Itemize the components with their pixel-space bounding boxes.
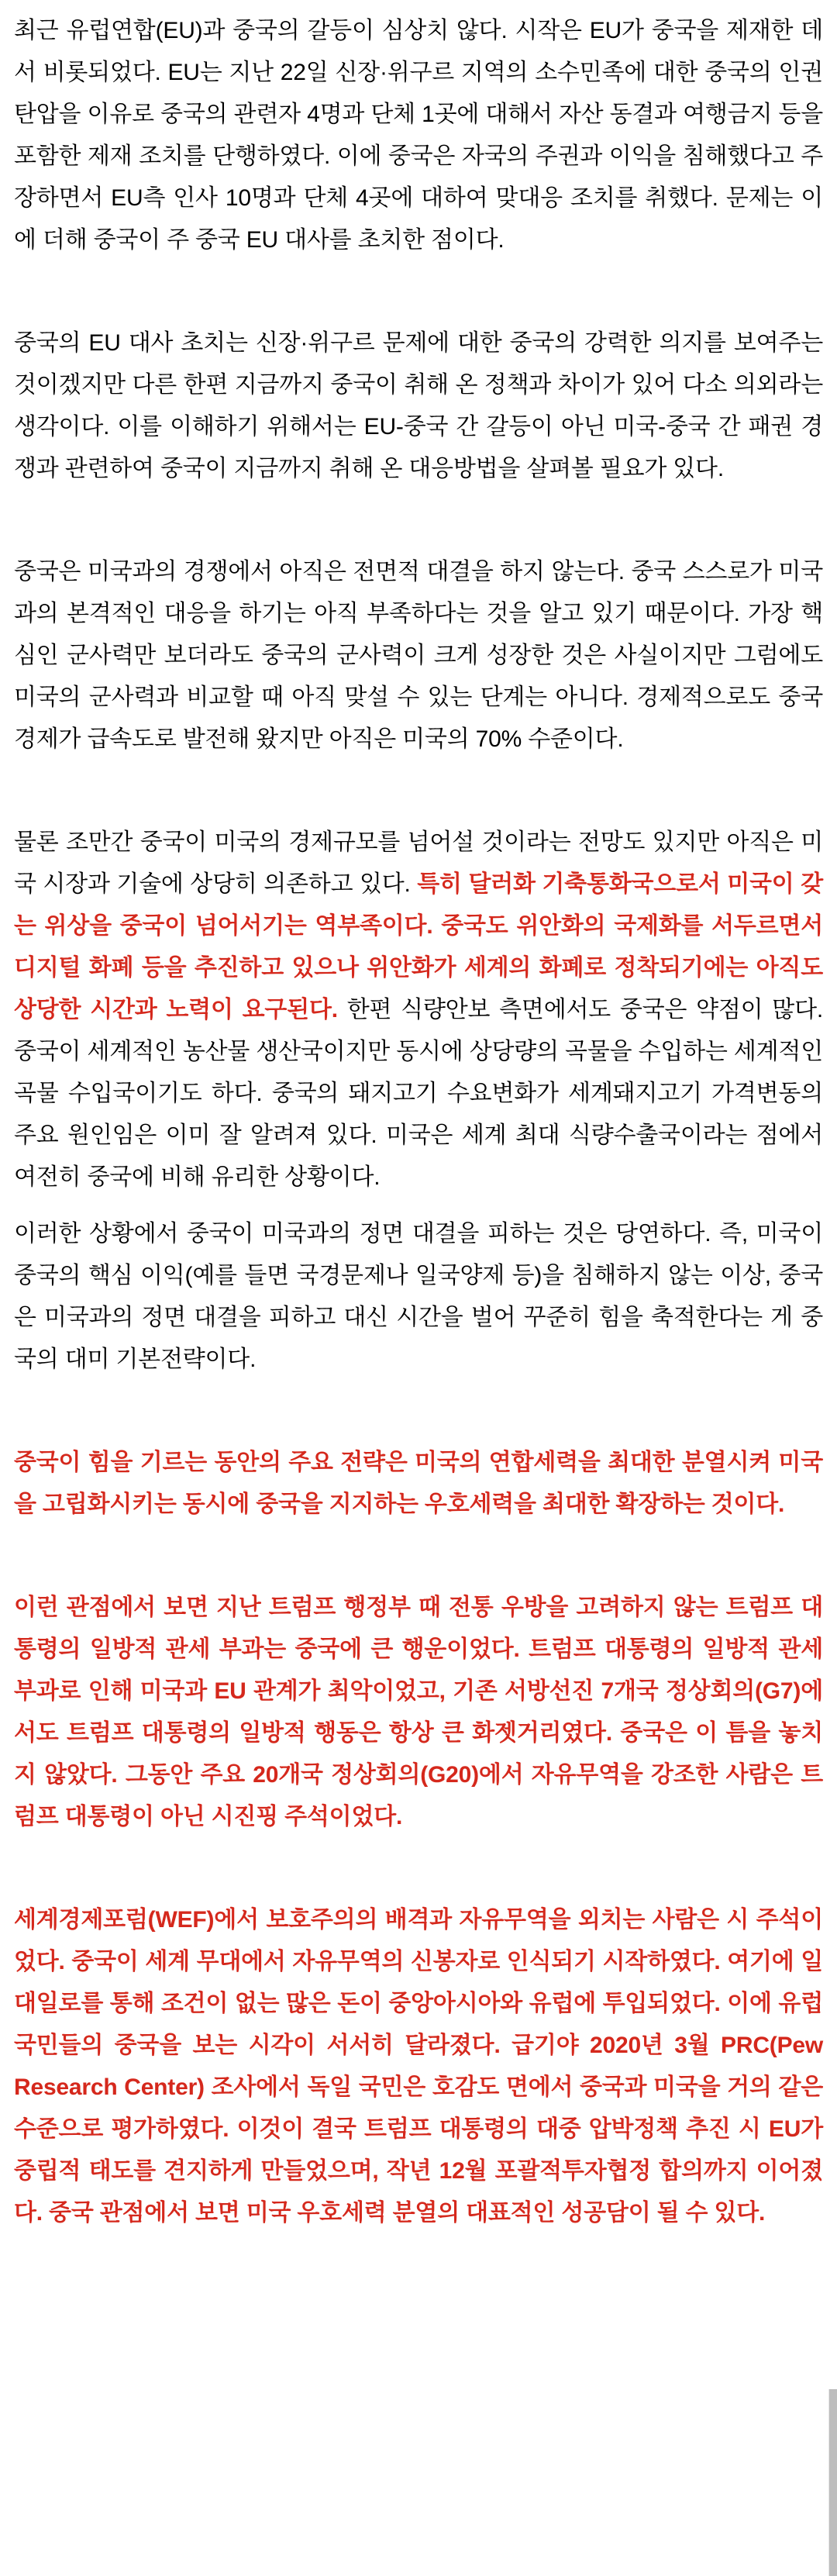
body-text: 물론 조만간 중국이 미국의 경제규모를 넘어설 것이라는 전망도 있지만 아직은 미국 시장과 기술에 상당히 의존하고 있다.: [14, 829, 823, 897]
emphasis-text-red: 특히 달러화 기축통화국으로서 미국이 갖는 위상을 중국이 넘어서기는 역부족이다. 중국도 위안화의 국제화를 서두르면서 디지털 화폐 등을 추진하고 있으나 위안화가 세계의 화폐로 정착되기에는 아직도 상당한 시간과 노력이 요구된다.: [14, 871, 823, 1022]
paragraph: [14, 1442, 823, 1526]
paragraph: [14, 322, 823, 490]
paragraph: [14, 1587, 823, 1838]
body-text: 최근 유럽연합(EU)과 중국의 갈등이 심상치 않다. 시작은 EU가 중국을 제재한 데서 비롯되었다. EU는 지난 22일 신장·위구르 지역의 소수민족에 대한 중국의 인권 탄압을 이유로 중국의 관련자 4명과 단체 1곳에 대해서 자산 동결과 여행금지 등을 포함한 제재 조치를 단행하였다. 이에 중국은 자국의 주권과 이익을 침해했다고 주장하면서 EU측 인사 10명과 단체 4곳에 대하여 맞대응 조치를 취했다. 문제는 이에 더해 중국이 주 중국 EU 대사를 초치한 점이다.: [14, 18, 823, 253]
paragraph: [14, 822, 823, 1198]
emphasis-text-red: 이런 관점에서 보면 지난 트럼프 행정부 때 전통 우방을 고려하지 않는 트럼프 대통령의 일방적 관세 부과는 중국에 큰 행운이었다. 트럼프 대통령의 일방적 관세 부과로 인해 미국과 EU 관계가 최악이었고, 기존 서방선진 7개국 정상회의(G7)에서도 트럼프 대통령의 일방적 행동은 항상 큰 화젯거리였다. 중국은 이 틈을 놓치지 않았다. 그동안 주요 20개국 정상회의(G20)에서 자유무역을 강조한 사람은 트럼프 대통령이 아닌 시진핑 주석이었다.: [14, 1595, 823, 1829]
body-text: 중국의 EU 대사 초치는 신장·위구르 문제에 대한 중국의 강력한 의지를 보여주는 것이겠지만 다른 한편 지금까지 중국이 취해 온 정책과 차이가 있어 다소 의외라는 생각이다. 이를 이해하기 위해서는 EU-중국 간 갈등이 아닌 미국-중국 간 패권 경쟁과 관련하여 중국이 지금까지 취해 온 대응방법을 살펴볼 필요가 있다.: [14, 330, 823, 481]
scrollbar-thumb[interactable]: [828, 2389, 837, 2576]
body-text: 중국은 미국과의 경쟁에서 아직은 전면적 대결을 하지 않는다. 중국 스스로가 미국과의 본격적인 대응을 하기는 아직 부족하다는 것을 알고 있기 때문이다. 가장 핵심인 군사력만 보더라도 중국의 군사력이 크게 성장한 것은 사실이지만 그럼에도 미국의 군사력과 비교할 때 아직 맞설 수 있는 단계는 아니다. 경제적으로도 중국 경제가 급속도로 발전해 왔지만 아직은 미국의 70% 수준이다.: [14, 559, 823, 752]
paragraph: [14, 551, 823, 760]
body-text: 이러한 상황에서 중국이 미국과의 정면 대결을 피하는 것은 당연하다. 즉, 미국이 중국의 핵심 이익(예를 들면 국경문제나 일국양제 등)을 침해하지 않는 이상, 중국은 미국과의 정면 대결을 피하고 대신 시간을 벌어 꾸준히 힘을 축적한다는 게 중국의 대미 기본전략이다.: [14, 1221, 823, 1372]
paragraph: [14, 1899, 823, 2234]
paragraph: [14, 1213, 823, 1381]
emphasis-text-red: 중국이 힘을 기르는 동안의 주요 전략은 미국의 연합세력을 최대한 분열시켜 미국을 고립화시키는 동시에 중국을 지지하는 우호세력을 최대한 확장하는 것이다.: [14, 1450, 823, 1517]
body-text: 한편 식량안보 측면에서도 중국은 약점이 많다. 중국이 세계적인 농산물 생산국이지만 동시에 상당량의 곡물을 수입하는 세계적인 곡물 수입국이기도 하다. 중국의 돼지고기 수요변화가 세계돼지고기 가격변동의 주요 원인임은 이미 잘 알려져 있다. 미국은 세계 최대 식량수출국이라는 점에서 여전히 중국에 비해 유리한 상황이다.: [14, 997, 824, 1190]
emphasis-text-red: 세계경제포럼(WEF)에서 보호주의의 배격과 자유무역을 외치는 사람은 시 주석이었다. 중국이 세계 무대에서 자유무역의 신봉자로 인식되기 시작하였다. 여기에 일대일로를 통해 조건이 없는 많은 돈이 중앙아시아와 유럽에 투입되었다. 이에 유럽 국민들의 중국을 보는 시각이 서서히 달라졌다. 급기야 2020년 3월 PRC(Pew Research Center) 조사에서 독일 국민은 호감도 면에서 중국과 미국을 거의 같은 수준으로 평가하였다. 이것이 결국 트럼프 대통령의 대중 압박정책 추진 시 EU가 중립적 태도를 견지하게 만들었으며, 작년 12월 포괄적투자협정 합의까지 이어졌다. 중국 관점에서 보면 미국 우호세력 분열의 대표적인 성공담이 될 수 있다.: [14, 1907, 823, 2226]
paragraph: [14, 10, 823, 261]
